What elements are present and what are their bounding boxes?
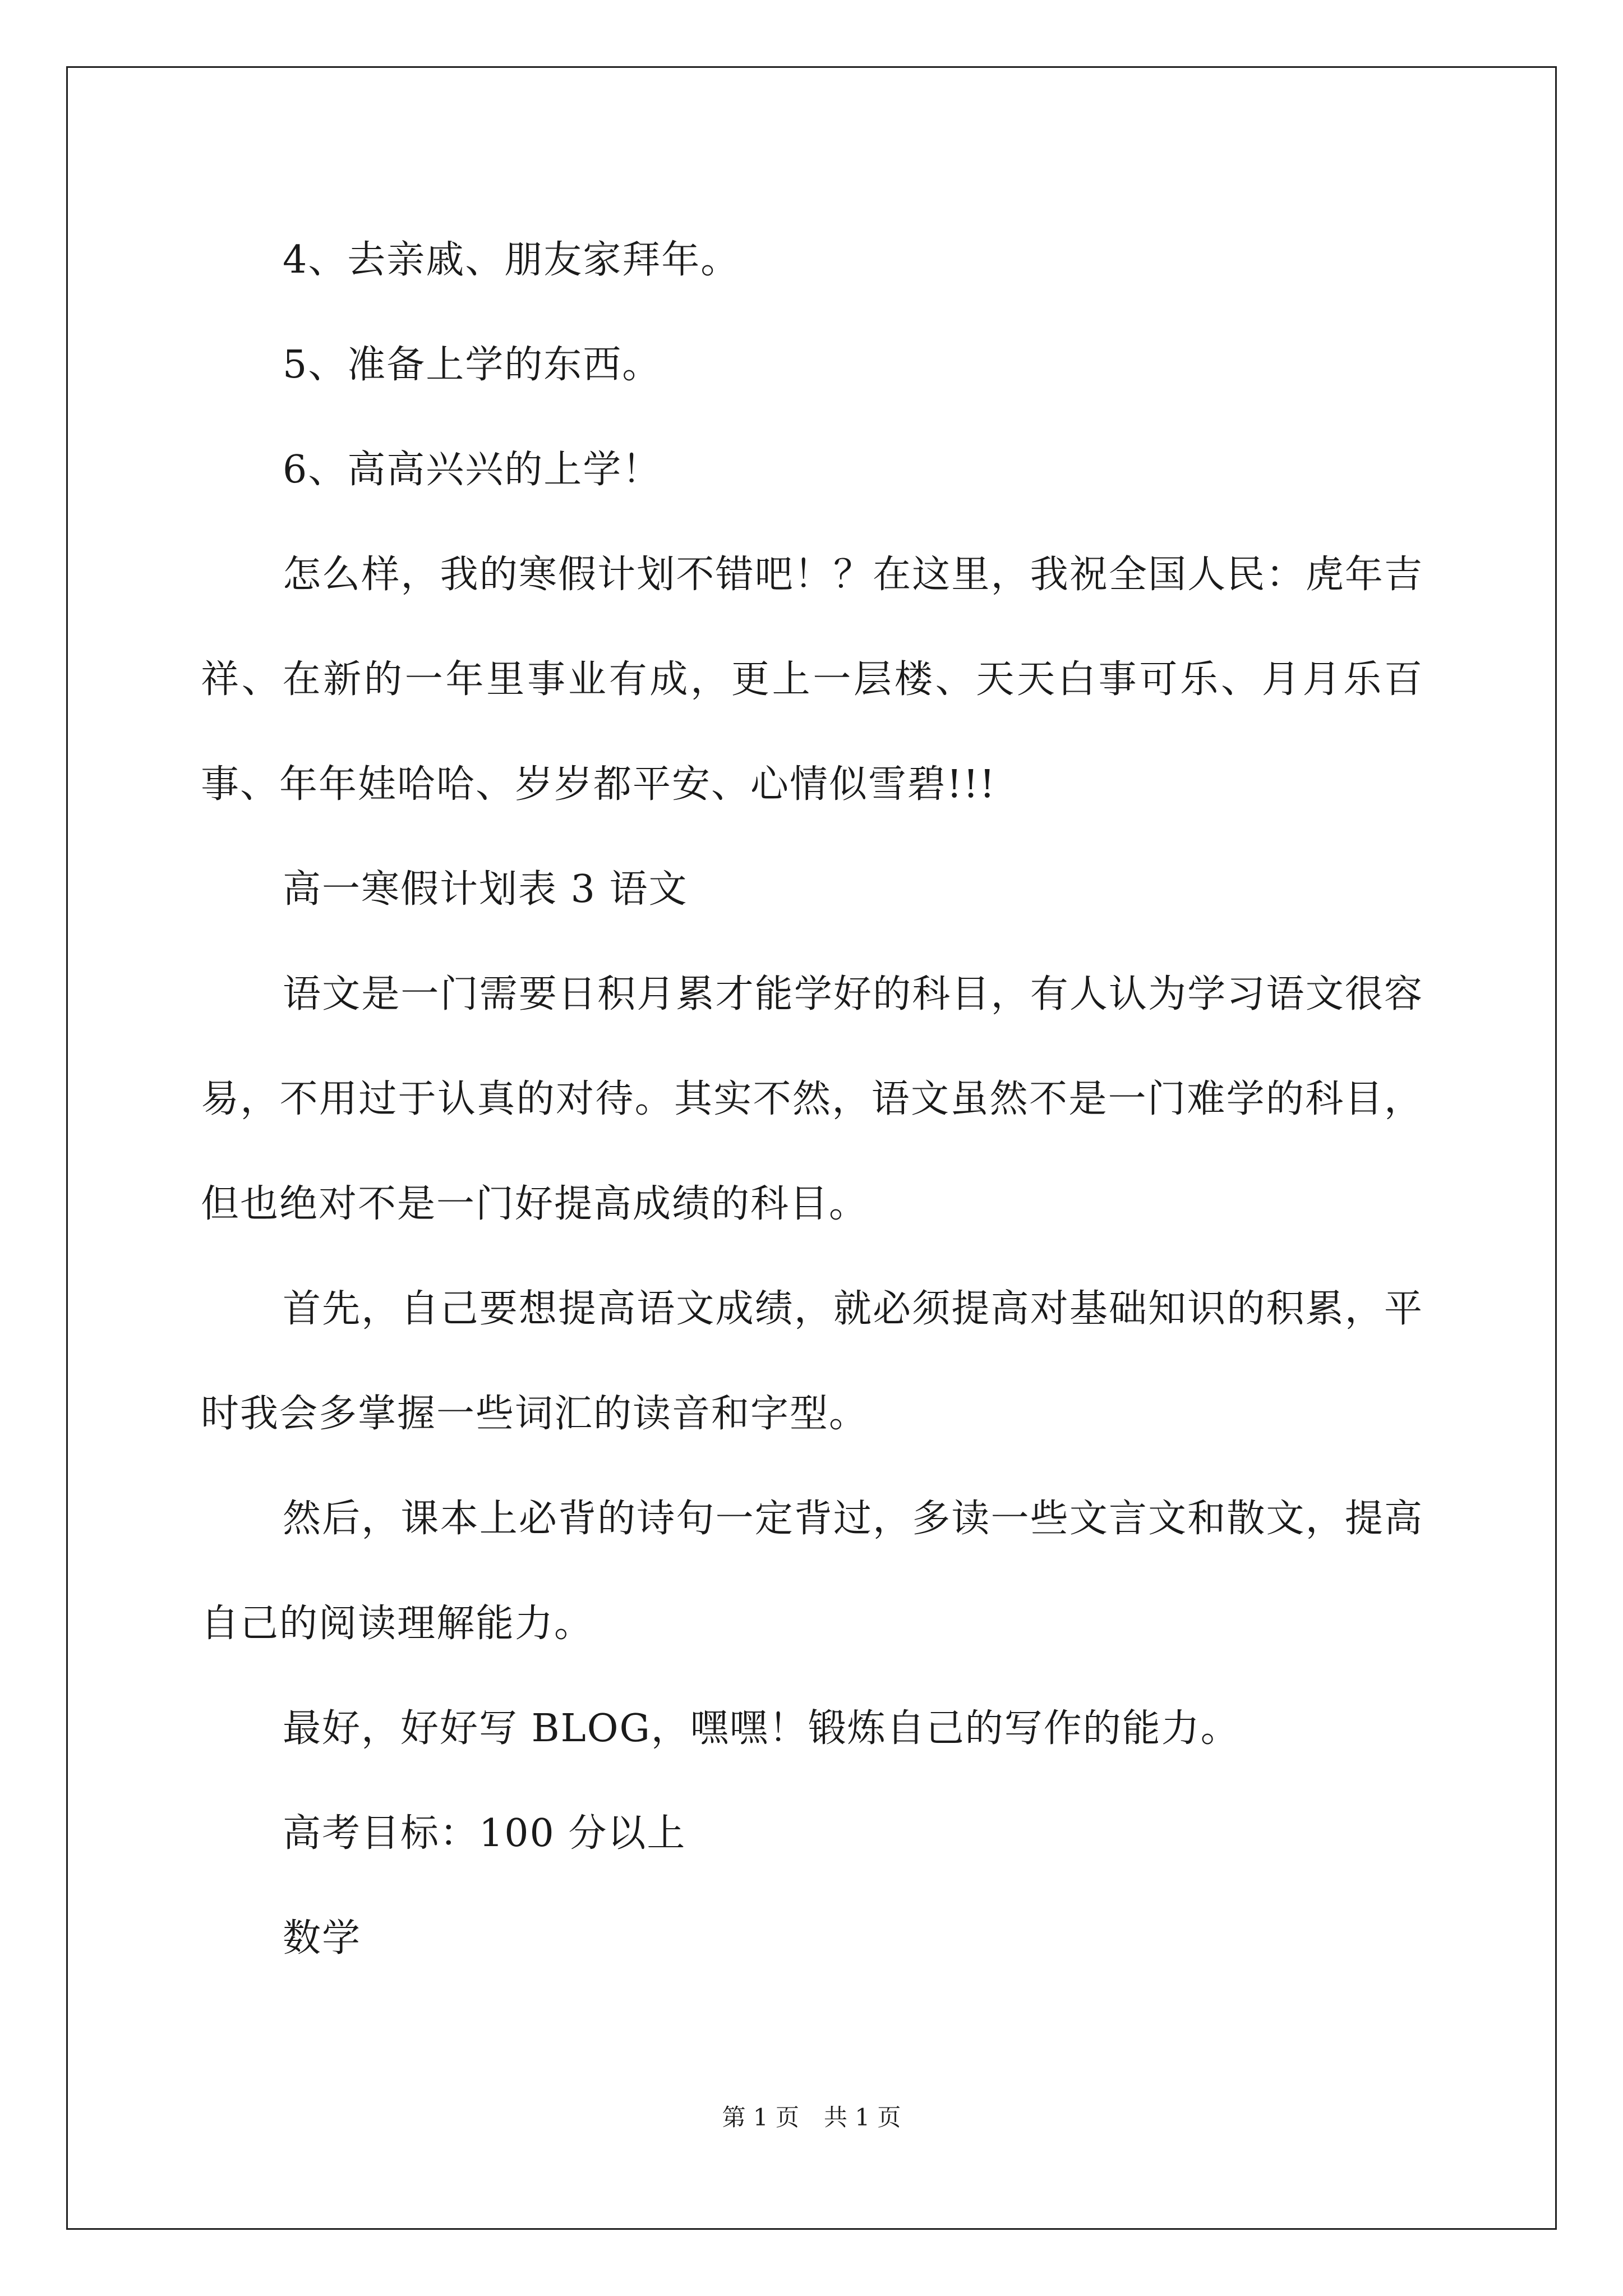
paragraph-item-5: 5、准备上学的东西。: [283, 343, 662, 387]
paragraph-item-4: 4、去亲戚、朋友家拜年。: [283, 238, 740, 282]
paragraph-finally: 最好，好好写 BLOG，嘿嘿！锻炼自己的写作的能力。: [283, 1706, 1240, 1751]
section-heading: 高一寒假计划表 3 语文: [283, 867, 688, 912]
paragraph-first: 首先，自己要想提高语文成绩，就必须提高对基础知识的积累，平时我会多掌握一些词汇的读音和字型。: [201, 1287, 1423, 1436]
paragraph-then: 然后，课本上必背的诗句一定背过，多读一些文言文和散文，提高自己的阅读理解能力。: [201, 1497, 1423, 1646]
paragraph-math: 数学: [283, 1916, 362, 1961]
paragraph-item-6: 6、高高兴兴的上学！: [283, 448, 662, 492]
paragraph-blessing: 怎么样，我的寒假计划不错吧！？在这里，我祝全国人民：虎年吉祥、在新的一年里事业有成，更上一层楼、天天白事可乐、月月乐百事、年年娃哈哈、岁岁都平安、心情似雪碧!!!: [201, 553, 1423, 807]
document-body: [201, 208, 1423, 1991]
page-number: 第 1 页: [722, 2104, 799, 2131]
paragraph-chinese-intro: 语文是一门需要日积月累才能学好的科目，有人认为学习语文很容易，不用过于认真的对待。其实不然，语文虽然不是一门难学的科目，但也绝对不是一门好提高成绩的科目。: [201, 972, 1423, 1226]
page-total: 共 1 页: [824, 2104, 901, 2131]
page-footer: [0, 2101, 1623, 2134]
paragraph-goal: 高考目标：100 分以上: [283, 1811, 686, 1856]
